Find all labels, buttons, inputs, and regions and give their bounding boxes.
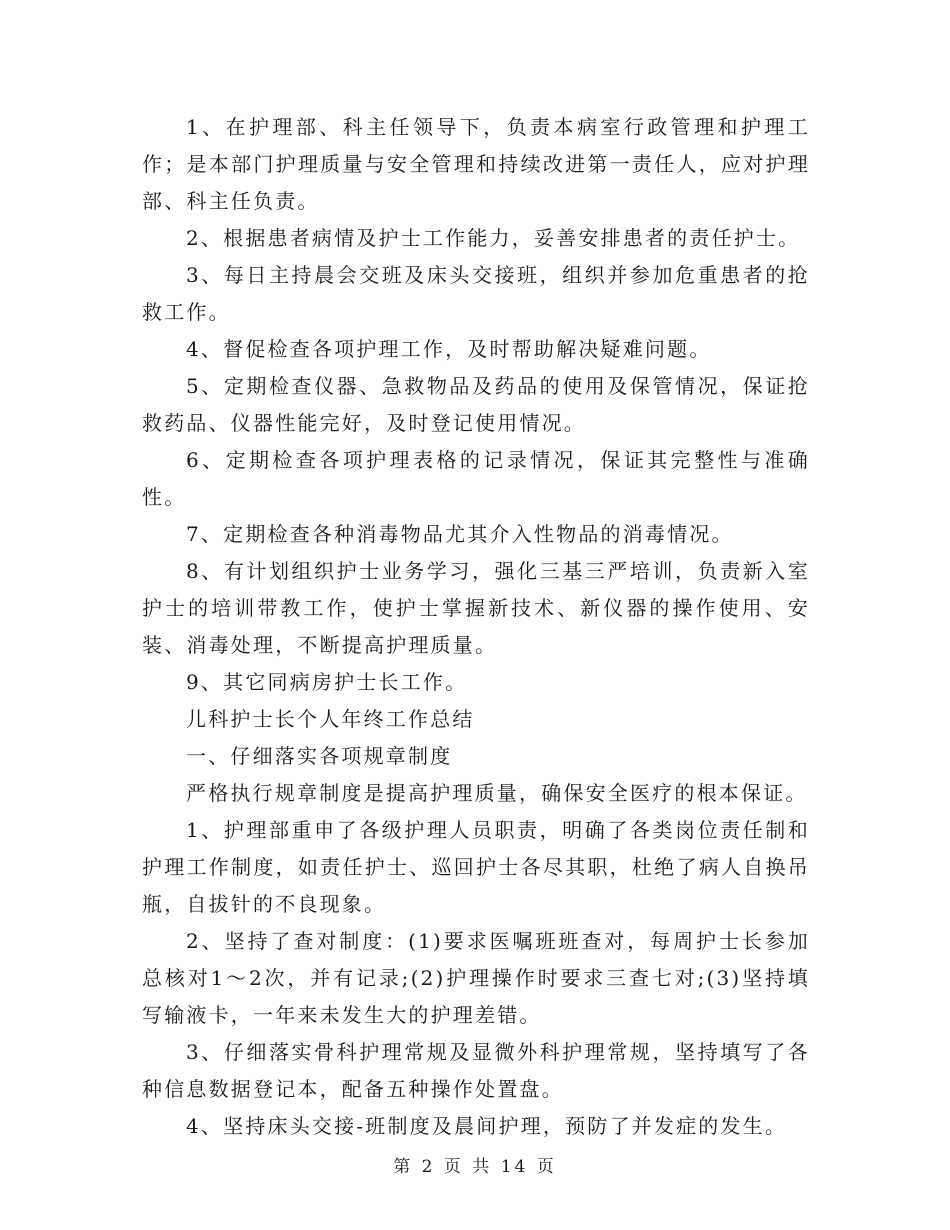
paragraph-s2: 2、坚持了查对制度：(1)要求医嘱班班查对，每周护士长参加总核对1～2次，并有记录;(2)护理操作时要求三查七对;(3)坚持填写输液卡，一年来未发生大的护理差错。 [142, 929, 810, 1027]
paragraph-6: 6、定期检查各项护理表格的记录情况，保证其完整性与准确性。 [142, 448, 810, 509]
paragraph-intro: 严格执行规章制度是提高护理质量，确保安全医疗的根本保证。 [186, 781, 808, 805]
section-heading-1: 一、仔细落实各项规章制度 [186, 744, 453, 768]
document-body [142, 109, 810, 1145]
paragraph-9: 9、其它同病房护士长工作。 [186, 670, 468, 694]
paragraph-3: 3、每日主持晨会交班及床头交接班，组织并参加危重患者的抢救工作。 [142, 263, 810, 324]
paragraph-s4: 4、坚持床头交接-班制度及晨间护理，预防了并发症的发生。 [186, 1114, 788, 1138]
paragraph-2: 2、根据患者病情及护士工作能力，妥善安排患者的责任护士。 [186, 226, 801, 250]
paragraph-4: 4、督促检查各项护理工作，及时帮助解决疑难问题。 [186, 337, 712, 361]
paragraph-7: 7、定期检查各种消毒物品尤其介入性物品的消毒情况。 [186, 522, 734, 546]
paragraph-8: 8、有计划组织护士业务学习，强化三基三严培训，负责新入室护士的培训带教工作，使护士掌握新技术、新仪器的操作使用、安装、消毒处理，不断提高护理质量。 [142, 559, 810, 657]
paragraph-s1: 1、护理部重申了各级护理人员职责，明确了各类岗位责任制和护理工作制度，如责任护士、巡回护士各尽其职，杜绝了病人自换吊瓶，自拔针的不良现象。 [142, 818, 810, 916]
paragraph-5: 5、定期检查仪器、急救物品及药品的使用及保管情况，保证抢救药品、仪器性能完好，及时登记使用情况。 [142, 374, 810, 435]
paragraph-s3: 3、仔细落实骨科护理常规及显微外科护理常规，坚持填写了各种信息数据登记本，配备五种操作处置盘。 [142, 1040, 810, 1101]
page-footer: 第 2 页 共 14 页 [393, 1157, 557, 1177]
section-title: 儿科护士长个人年终工作总结 [186, 707, 475, 731]
paragraph-1: 1、在护理部、科主任领导下，负责本病室行政管理和护理工作；是本部门护理质量与安全管理和持续改进第一责任人，应对护理部、科主任负责。 [142, 115, 810, 213]
